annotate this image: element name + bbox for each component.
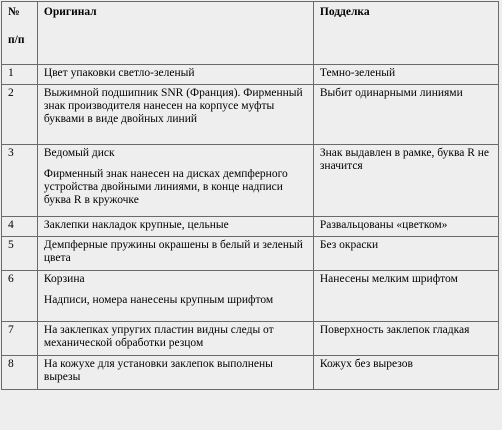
row-original-subheading: Корзина	[43, 273, 85, 285]
row-original	[37, 217, 313, 237]
row-original-text: Цвет упаковки светло-зеленый	[43, 67, 195, 79]
table-row	[2, 145, 499, 217]
row-number: 7	[2, 322, 38, 356]
table-row	[2, 322, 499, 356]
row-original-text: Надписи, номера нанесены крупным шрифтом	[43, 294, 274, 306]
row-original-text: Выжимной подшипник SNR (Франция). Фирменный знак производителя нанесен на корпусе муфты буквами в виде двойных линий	[43, 87, 303, 125]
row-original	[37, 237, 313, 271]
header-original: Оригинал	[37, 2, 313, 65]
table-row	[2, 271, 499, 322]
row-fake: Темно-зеленый	[313, 65, 498, 85]
row-fake: Знак выдавлен в рамке, буква R не значится	[313, 145, 498, 217]
row-fake: Развальцованы «цветком»	[313, 217, 498, 237]
row-original-subheading: Ведомый диск	[43, 147, 115, 159]
row-original-text: Заклепки накладок крупные, цельные	[43, 219, 229, 231]
row-original-text: На заклепках упругих пластин видны следы от механической обработки резцом	[43, 324, 274, 349]
header-fake: Подделка	[313, 2, 498, 65]
row-number: 3	[2, 145, 38, 217]
row-original-text: Фирменный знак нанесен на дисках демпферного устройства двойными линиями, в конце надписи буква R в кружочке	[43, 168, 288, 206]
row-original	[37, 65, 313, 85]
row-fake: Кожух без вырезов	[313, 356, 498, 390]
row-original	[37, 322, 313, 356]
row-original-text: Демпферные пружины окрашены в белый и зеленый цвета	[43, 239, 303, 264]
table-row	[2, 237, 499, 271]
row-number: 2	[2, 85, 38, 145]
row-original	[37, 271, 313, 322]
table-header-row	[2, 2, 499, 65]
row-number: 1	[2, 65, 38, 85]
row-original	[37, 356, 313, 390]
header-number-pp: п/п	[8, 34, 25, 46]
row-number: 4	[2, 217, 38, 237]
table-row	[2, 356, 499, 390]
header-number	[2, 2, 38, 65]
row-fake: Нанесены мелким шрифтом	[313, 271, 498, 322]
header-number-sign: №	[8, 6, 20, 18]
table-row	[2, 85, 499, 145]
row-original-text: На кожухе для установки заклепок выполнены вырезы	[43, 358, 273, 383]
row-fake: Без окраски	[313, 237, 498, 271]
row-fake: Поверхность заклепок гладкая	[313, 322, 498, 356]
row-number: 8	[2, 356, 38, 390]
row-fake: Выбит одинарными линиями	[313, 85, 498, 145]
row-original	[37, 85, 313, 145]
row-original	[37, 145, 313, 217]
row-number: 6	[2, 271, 38, 322]
row-number: 5	[2, 237, 38, 271]
table-row	[2, 65, 499, 85]
table-row	[2, 217, 499, 237]
comparison-table	[1, 1, 499, 390]
